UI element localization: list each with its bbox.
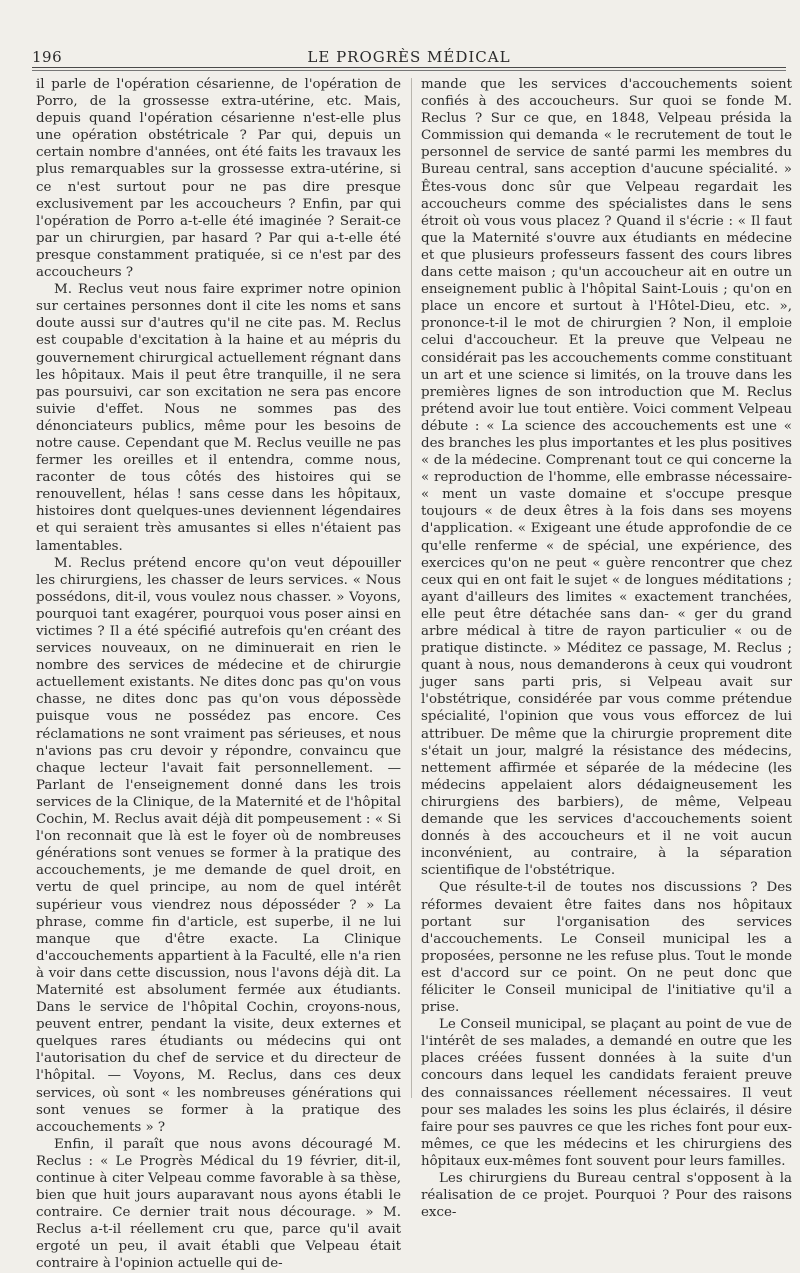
paragraph: Les chirurgiens du Bureau central s'opposent à la réalisation de ce projet. Pourquoi ? Pour des raisons exce- xyxy=(421,1171,792,1221)
paragraph: M. Reclus veut nous faire exprimer notre opinion sur certaines personnes dont il cite les noms et sans doute aussi sur d'autres qu'il ne cite pas. M. Reclus est coupable d'excitation à la haine et au mépris du gouvernement chirurgical actuellement régnant dans les hôpitaux. Mais il peut être tranquille, il ne sera pas poursuivi, car son excitation ne sera pas encore suivie d'effet. Nous ne sommes pas des dénonciateurs publics, même pour les besoins de notre cause. Cependant que M. Reclus veuille ne pas fermer les oreilles et il entendra, comme nous, raconter de tous côtés des histoires qui se renouvellent, hélas ! sans cesse dans les hôpitaux, histoires dont quelques-unes deviennent légendaires et qui seraient très amusantes si elles n'étaient pas lamentables. xyxy=(36,282,401,554)
right-column xyxy=(421,76,792,1221)
header-rule xyxy=(32,67,786,68)
page-number: 196 xyxy=(32,48,63,66)
column-divider xyxy=(411,78,412,1098)
paragraph: M. Reclus prétend encore qu'on veut dépouiller les chirurgiens, les chasser de leurs services. « Nous possédons, dit-il, vous voulez nous chasser. » Voyons, pourquoi tant exagérer, pourquoi vous poser ainsi en victimes ? Il a été spécifié autrefois qu'en créant des services nouveaux, on ne diminuerait en rien le nombre des services de médecine et de chirurgie actuellement existants. Ne dites donc pas qu'on vous chasse, ne dites donc pas qu'on vous dépossède puisque vous ne possédez pas encore. Ces réclamations ne sont vraiment pas sérieuses, et nous n'avions pas cru devoir y répondre, convaincu que chaque lecteur l'avait fait personnellement. — Parlant de l'enseignement donné dans les trois services de la Clinique, de la Maternité et de l'hôpital Cochin, M. Reclus avait déjà dit pompeusement : « Si l'on reconnait que là est le foyer où de nombreuses générations sont venues se former à la pratique des accouchements, je me demande de quel droit, en vertu de quel principe, au nom de quel intérêt supérieur vous viendrez nous déposséder ? » La phrase, comme fin d'article, est superbe, il ne lui manque que d'être exacte. La Clinique d'accouchements appartient à la Faculté, elle n'a rien à voir dans cette discussion, nous l'avons déjà dit. La Maternité est absolument fermée aux étudiants. Dans le service de l'hôpital Cochin, croyons-nous, peuvent entrer, pendant la visite, deux externes et quelques rares étudiants ou médecins qui ont l'autorisation du chef de service et du directeur de l'hôpital. — Voyons, M. Reclus, dans ces deux services, où sont « les nombreuses générations qui sont venues se former à la pratique des accouchements » ? xyxy=(36,555,401,1135)
paragraph: Enfin, il paraît que nous avons découragé M. Reclus : « Le Progrès Médical du 19 février, dit-il, continue à citer Velpeau comme favorable à sa thèse, bien que huit jours auparavant nous ayons établi le contraire. Ce dernier trait nous décourage. » M. Reclus a-t-il réellement cru que, parce qu'il avait ergoté un peu, il avait établi que Velpeau était contraire à l'opinion actuelle qui de- xyxy=(36,1136,401,1272)
left-column xyxy=(36,76,401,1273)
page-header xyxy=(32,48,786,68)
paragraph: il parle de l'opération césarienne, de l'opération de Porro, de la grossesse extra-utérine, etc. Mais, depuis quand l'opération césarienne n'est-elle plus une opération obstétricale ? Par qui, depuis un certain nombre d'années, ont été faits les travaux les plus remarquables sur la grossesse extra-utérine, si ce n'est surtout pour ne pas dire presque exclusivement par les accoucheurs ? Enfin, par qui l'opération de Porro a-t-elle été imaginée ? Serait-ce par un chirurgien, par hasard ? Par qui a-t-elle été presque constamment pratiquée, si ce n'est par des accoucheurs ? xyxy=(36,77,401,281)
running-title: LE PROGRÈS MÉDICAL xyxy=(307,48,511,66)
header-rule-secondary xyxy=(32,70,786,71)
paragraph: Que résulte-t-il de toutes nos discussions ? Des réformes devaient être faites dans nos hôpitaux portant sur l'organisation des services d'accouchements. Le Conseil municipal les a proposées, personne ne les refuse plus. Tout le monde est d'accord sur ce point. On ne peut donc que féliciter le Conseil municipal de l'initiative qu'il a prise. xyxy=(421,880,792,1016)
paragraph: Le Conseil municipal, se plaçant au point de vue de l'intérêt de ses malades, a demandé en outre que les places créées fussent données à la suite d'un concours dans lequel les candidats feraient preuve des connaissances réellement nécessaires. Il veut pour ses malades les soins les plus éclairés, il désire faire pour ses pauvres ce que les riches font pour eux-mêmes, ce que les médecins et les chirurgiens des hôpitaux eux-mêmes font souvent pour leurs familles. xyxy=(421,1017,792,1169)
paragraph: mande que les services d'accouchements soient confiés à des accoucheurs. Sur quoi se fonde M. Reclus ? Sur ce que, en 1848, Velpeau présida la Commission qui demanda « le recrutement de tout le personnel de service de santé parmi les membres du Bureau central, sans acception d'aucune spécialité. » Êtes-vous donc sûr que Velpeau regardait les accoucheurs comme des spécialistes dans le sens étroit où vous vous placez ? Quand il s'écrie : « Il faut que la Maternité s'ouvre aux étudiants en médecine et que plusieurs professeurs fassent des cours libres dans cette maison ; qu'un accoucheur ait en outre un enseignement public à l'hôpital Saint-Louis ; qu'on en place un encore et surtout à l'Hôtel-Dieu, etc. », prononce-t-il le mot de chirurgien ? Non, il emploie celui d'accoucheur. Et la preuve que Velpeau ne considérait pas les accouchements comme constituant un art et une science si limités, on la trouve dans les premières lignes de son introduction que M. Reclus prétend avoir lue tout entière. Voici comment Velpeau débute : « La science des accouchements est une « des branches les plus importantes et les plus positives « de la médecine. Comprenant tout ce qui concerne la « reproduction de l'homme, elle embrasse nécessaire- « ment un vaste domaine et s'occupe presque toujours « de deux êtres à la fois dans ses moyens d'application. « Exigeant une étude approfondie de ce qu'elle renferme « de spécial, une expérience, des exercices qu'on ne peut « guère rencontrer que chez ceux qui en ont fait le sujet « de longues méditations ; ayant d'ailleurs des limites « exactement tranchées, elle peut être détachée sans dan- « ger du grand arbre médical à titre de rayon particulier « ou de pratique distincte. » Méditez ce passage, M. Reclus ; quant à nous, nous demanderons à ceux qui voudront juger sans parti pris, si Velpeau avait sur l'obstétrique, considérée par vous comme prétendue spécialité, l'opinion que vous vous efforcez de lui attribuer. De même que la chirurgie proprement dite s'était un jour, malgré la résistance des médecins, nettement affirmée et séparée de la médecine (les médecins appelaient alors dédaigneusement les chirurgiens des barbiers), de même, Velpeau demande que les services d'accouchements soient donnés à des accoucheurs et il ne voit aucun inconvénient, au contraire, à la séparation scientifique de l'obstétrique. xyxy=(421,77,792,879)
